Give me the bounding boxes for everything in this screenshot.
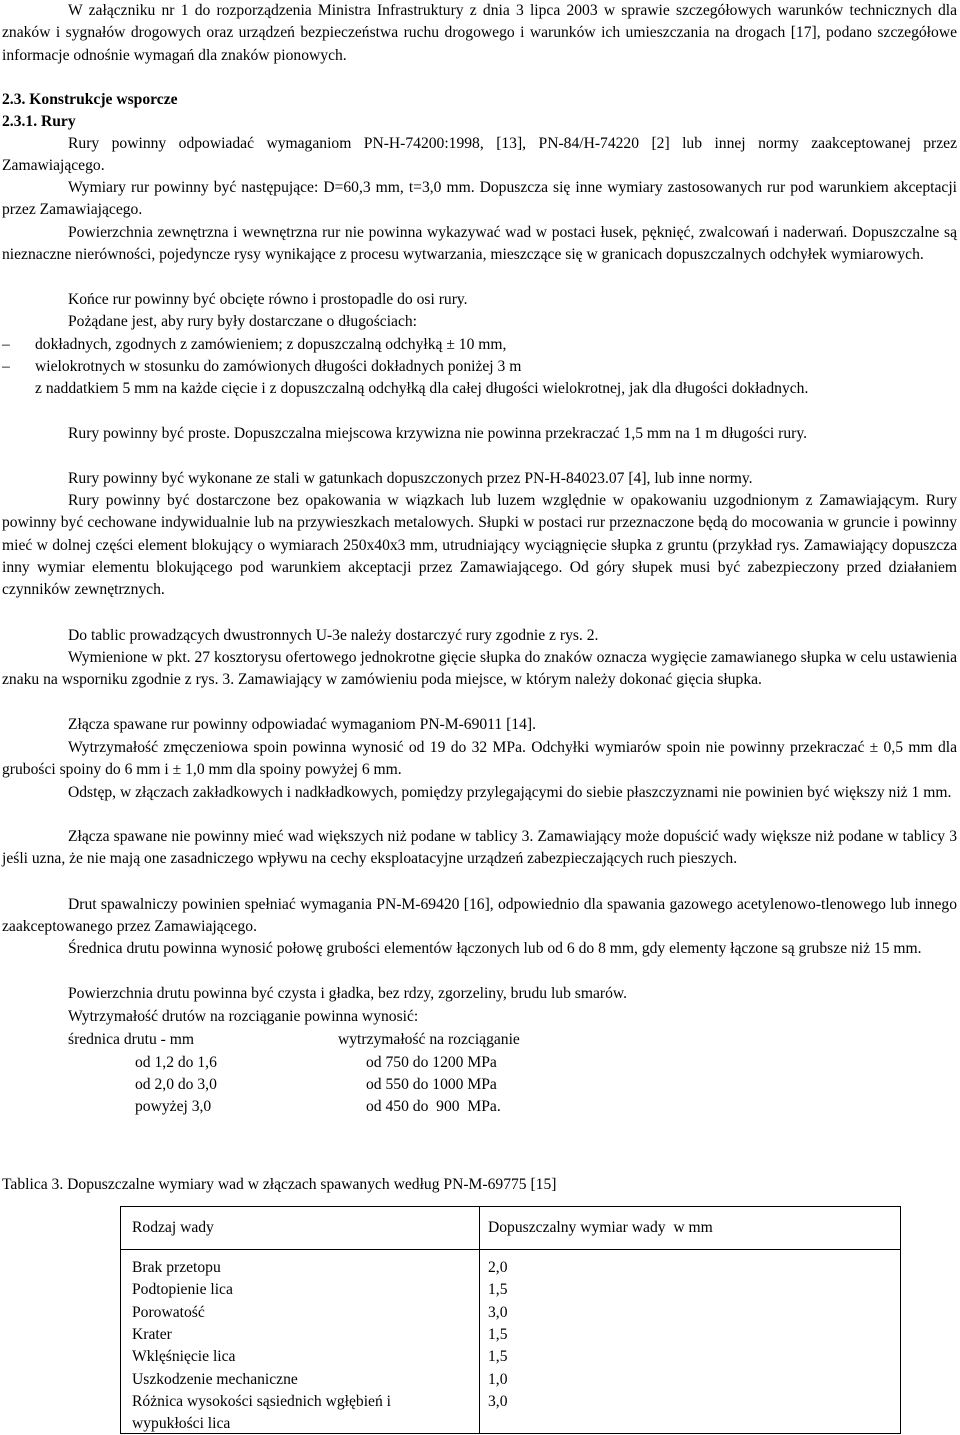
- wire-table-cell: powyżej 3,0: [135, 1098, 212, 1115]
- paragraph-lengths: Pożądane jest, aby rury były dostarczane o długościach:: [68, 313, 418, 330]
- intro-paragraph: W załączniku nr 1 do rozporządzenia Ministra Infrastruktury z dnia 3 lipca 2003 w sprawie szczegółowych warunków technicznych dla znaków i sygnałów drogowych oraz urządzeń bezpieczeństwa ruchu drogowego i warunków ich umieszczania na drogach [17], podano szczegółowe informacje odnośnie wymagań dla znaków pionowych.: [2, 2, 957, 64]
- table-cell-value: 2,0: [488, 1259, 508, 1276]
- wire-table-cell: od 450 do 900 MPa.: [366, 1098, 501, 1115]
- paragraph-surface: Powierzchnia zewnętrzna i wewnętrzna rur nie powinna wykazywać wad w postaci łusek, pęknięć, zwalcowań i naderwań. Dopuszczalne są nieznaczne nierówności, pojedyncze rysy wynikające z procesu wytwarzania, mieszczące się w granicach dopuszczalnych odchyłek wymiarowych.: [2, 224, 957, 264]
- paragraph-wire-surface: Powierzchnia drutu powinna być czysta i gładka, bez rdzy, zgorzeliny, brudu lub smarów.: [68, 985, 628, 1002]
- table-header-cell: Dopuszczalny wymiar wady w mm: [488, 1219, 713, 1236]
- table-cell-defect: Brak przetopu: [132, 1259, 221, 1276]
- wire-table-header-strength: wytrzymałość na rozciąganie: [338, 1031, 520, 1048]
- subsection-heading: 2.3.1. Rury: [2, 113, 76, 130]
- list-item: [2, 356, 957, 378]
- paragraph-defects: Złącza spawane nie powinny mieć wad większych niż podane w tablicy 3. Zamawiający może dopuścić wady większe niż podane w tablicy 3 jeśli uzna, że nie mają one zasadniczego wpływu na cechy eksploatacyjne urządzeń zabezpieczających ruch pieszych.: [2, 828, 957, 868]
- table-cell-defect: Podtopienie lica: [132, 1281, 233, 1299]
- table-cell-defect: Porowatość: [132, 1303, 205, 1321]
- paragraph-delivery: Rury powinny być dostarczone bez opakowania w wiązkach lub luzem względnie w opakowaniu uzgodnionym z Zamawiającym. Rury powinny być cechowane indywidualnie lub na przywieszkach metalowych. Słupki w postaci rur przeznaczone będą do mocowania w gruncie i powinny mieć w dolnej części element blokujący o wymiarach 250x40x3 mm, utrudniający wyciągnięcie słupka z gruntu (przykład rys. Zamawiający dopuszcza inny wymiar elementu blokującego pod warunkiem akceptacji przez Zamawiającego. Od góry słupek musi być zabezpieczony przed działaniem czynników zewnętrznych.: [2, 492, 957, 599]
- paragraph-ends: Końce rur powinny być obcięte równo i prostopadle do osi rury.: [68, 291, 468, 308]
- table-cell-defect: Uszkodzenie mechaniczne: [132, 1370, 298, 1388]
- paragraph-fatigue: Wytrzymałość zmęczeniowa spoin powinna wynosić od 19 do 32 MPa. Odchyłki wymiarów spoin nie powinny przekraczać ± 0,5 mm dla grubości spoiny do 6 mm i ± 1,0 mm dla spoiny powyżej 6 mm.: [2, 739, 957, 779]
- paragraph-steel: Rury powinny być wykonane ze stali w gatunkach dopuszczonych przez PN-H-84023.07 [4], lub inne normy.: [68, 470, 753, 487]
- wire-table-cell: od 2,0 do 3,0: [135, 1076, 217, 1093]
- list-item-text: wielokrotnych w stosunku do zamówionych długości dokładnych poniżej 3 m: [35, 358, 522, 375]
- paragraph-wire-strength: Wytrzymałość drutów na rozciąganie powinna wynosić:: [68, 1008, 419, 1025]
- list-item-continuation: z naddatkiem 5 mm na każde cięcie i z dopuszczalną odchyłką dla całej długości wielokrotnej, jak dla długości dokładnych.: [35, 380, 809, 397]
- paragraph-welding-wire: Drut spawalniczy powinien spełniać wymagania PN-M-69420 [16], odpowiednio dla spawania gazowego acetylenowo-tlenowego lub innego zaakceptowanego przez Zamawiającego.: [2, 896, 957, 936]
- paragraph-norms: Rury powinny odpowiadać wymaganiom PN-H-74200:1998, [13], PN-84/H-74220 [2] lub innej normy zaakceptowanej przez Zamawiającego.: [2, 135, 957, 175]
- paragraph-straightness: Rury powinny być proste. Dopuszczalna miejscowa krzywizna nie powinna przekraczać 1,5 mm na 1 m długości rury.: [68, 425, 808, 442]
- table-cell-value: 1,0: [488, 1370, 508, 1388]
- dash-bullet: –: [2, 336, 10, 353]
- table-cell-defect: Krater: [132, 1325, 172, 1343]
- dash-bullet: –: [2, 358, 10, 375]
- paragraph-wire-diameter: Średnica drutu powinna wynosić połowę grubości elementów łączonych lub od 6 do 8 mm, gdy elementy łączone są grubsze niż 15 mm.: [68, 940, 922, 957]
- list-item-text: dokładnych, zgodnych z zamówieniem; z dopuszczalną odchyłką ± 10 mm,: [35, 336, 507, 353]
- table-cell-value: 1,5: [488, 1281, 508, 1299]
- wire-table-cell: od 750 do 1200 MPa: [366, 1054, 497, 1071]
- wire-table-cell: od 550 do 1000 MPa: [366, 1076, 497, 1093]
- wire-table-header-diameter: średnica drutu - mm: [68, 1031, 195, 1048]
- paragraph-gap: Odstęp, w złączach zakładkowych i nadkładkowych, pomiędzy przylegającymi do siebie płaszczyznami nie powinien być większy niż 1 mm.: [68, 784, 952, 801]
- table-cell-defect: Wklęśnięcie lica: [132, 1348, 236, 1366]
- paragraph-welded-joints: Złącza spawane rur powinny odpowiadać wymaganiom PN-M-69011 [14].: [68, 716, 536, 733]
- defects-table: [120, 1206, 901, 1434]
- table-column-divider: [479, 1207, 480, 1433]
- table-cell-value: 1,5: [488, 1325, 508, 1343]
- section-heading: 2.3. Konstrukcje wsporcze: [2, 91, 178, 108]
- table-cell-value: 3,0: [488, 1392, 508, 1410]
- table-header-divider: [121, 1249, 900, 1250]
- table-cell-value: 1,5: [488, 1348, 508, 1366]
- paragraph-u3e: Do tablic prowadzących dwustronnych U-3e należy dostarczyć rury zgodnie z rys. 2.: [68, 627, 599, 644]
- table-header-cell: Rodzaj wady: [132, 1219, 214, 1236]
- table-caption: Tablica 3. Dopuszczalne wymiary wad w złączach spawanych według PN-M-69775 [15]: [2, 1176, 557, 1193]
- table-cell-value: 3,0: [488, 1303, 508, 1321]
- table-cell-defect: Różnica wysokości sąsiednich wgłębień i wypukłości lica: [132, 1392, 391, 1433]
- paragraph-bending: Wymienione w pkt. 27 kosztorysu ofertowego jednokrotne gięcie słupka do znaków oznacza wygięcie zamawianego słupka w celu ustawienia znaku na wsporniku zgodnie z rys. 3. Zamawiający w zamówieniu poda miejsce, w którym należy dokonać gięcia słupka.: [2, 649, 957, 689]
- list-item: [2, 334, 957, 356]
- wire-table-cell: od 1,2 do 1,6: [135, 1054, 217, 1071]
- paragraph-dimensions: Wymiary rur powinny być następujące: D=60,3 mm, t=3,0 mm. Dopuszcza się inne wymiary zastosowanych rur pod warunkiem akceptacji przez Zamawiającego.: [2, 179, 957, 219]
